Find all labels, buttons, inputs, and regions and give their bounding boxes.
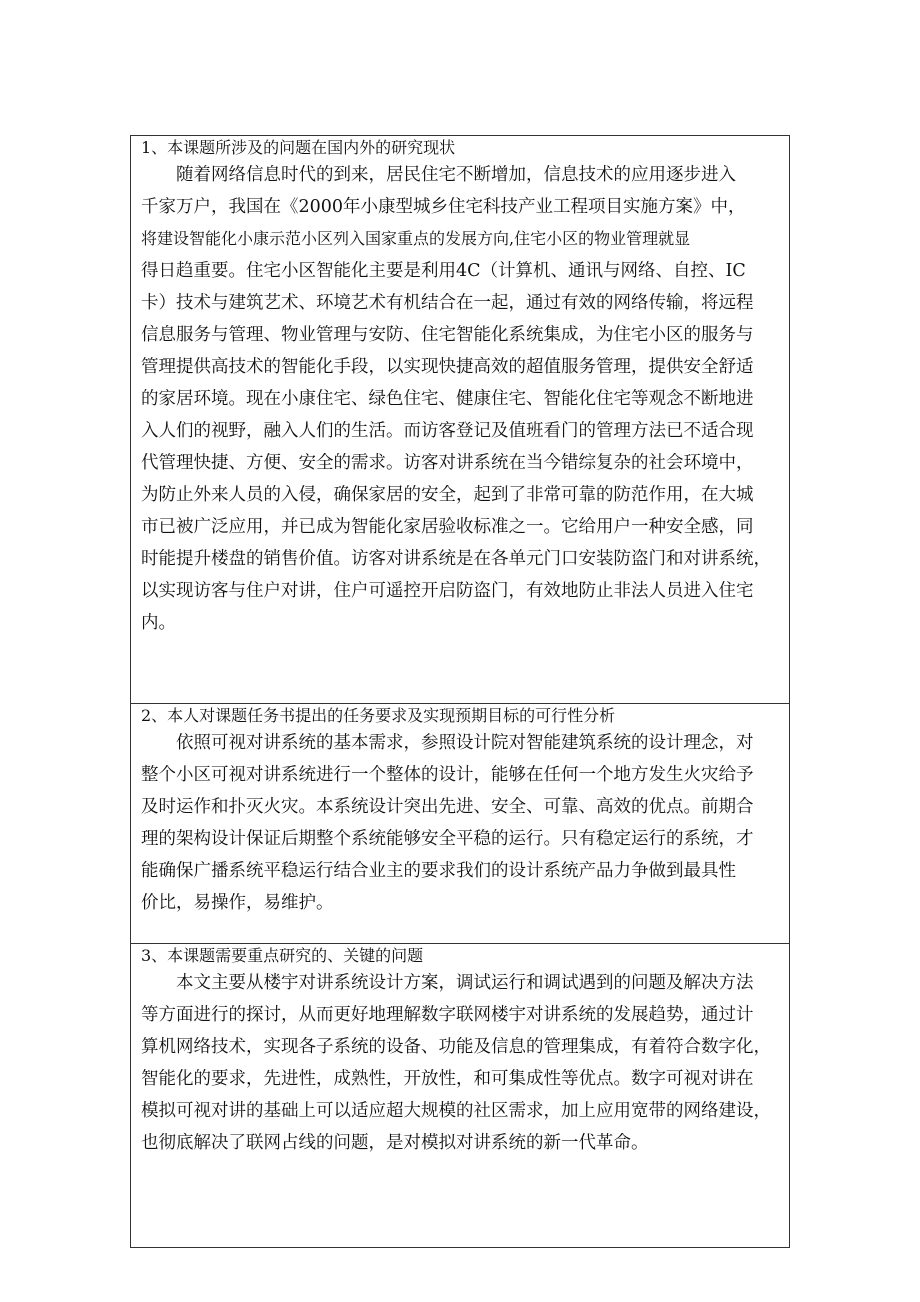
- section-heading: 1、本课题所涉及的问题在国内外的研究现状: [141, 138, 456, 157]
- paragraph-line: 也彻底解决了联网占线的问题，是对模拟对讲系统的新一代革命。: [141, 1133, 649, 1153]
- paragraph-line: 理的架构设计保证后期整个系统能够安全平稳的运行。只有稳定运行的系统，才: [141, 829, 754, 849]
- paragraph-line: 信息服务与管理、物业管理与安防、住宅智能化系统集成，为住宅小区的服务与: [141, 325, 754, 345]
- paragraph-line: 价比，易操作，易维护。: [141, 893, 334, 913]
- section-research-status: [131, 136, 789, 704]
- paragraph-line: 等方面进行的探讨，从而更好地理解数字联网楼宇对讲系统的发展趋势，通过计: [141, 1005, 754, 1025]
- paragraph-line: 入人们的视野，融入人们的生活。而访客登记及值班看门的管理方法已不适合现: [141, 421, 754, 441]
- paragraph-line: 将建设智能化小康示范小区列入国家重点的发展方向,住宅小区的物业管理就显: [141, 229, 691, 248]
- paragraph-line: 整个小区可视对讲系统进行一个整体的设计，能够在任何一个地方发生火灾给予: [141, 765, 754, 785]
- paragraph-line: 为防止外来人员的入侵，确保家居的安全，起到了非常可靠的防范作用，在大城: [141, 485, 754, 505]
- paragraph-line: 以实现访客与住户对讲，住户可遥控开启防盗门，有效地防止非法人员进入住宅: [141, 581, 754, 601]
- paragraph-line: 得日趋重要。住宅小区智能化主要是利用4C（计算机、通讯与网络、自控、IC: [141, 261, 746, 281]
- paragraph-line: 时能提升楼盘的销售价值。访客对讲系统是在各单元门口安装防盗门和对讲系统，: [141, 549, 771, 569]
- paragraph-line: 本文主要从楼宇对讲系统设计方案，调试运行和调试遇到的问题及解决方法: [176, 973, 754, 993]
- paragraph-line: 内。: [141, 613, 176, 633]
- paragraph-line: 依照可视对讲系统的基本需求，参照设计院对智能建筑系统的设计理念，对: [176, 733, 754, 753]
- paragraph-line: 及时运作和扑灭火灾。本系统设计突出先进、安全、可靠、高效的优点。前期合: [141, 797, 754, 817]
- section-heading: 3、本课题需要重点研究的、关键的问题: [141, 946, 424, 965]
- section-key-problems: [131, 944, 789, 1247]
- paragraph-line: 代管理快捷、方便、安全的需求。访客对讲系统在当今错综复杂的社会环境中，: [141, 453, 754, 473]
- paragraph-line: 千家万户，我国在《2000年小康型城乡住宅科技产业工程项目实施方案》中，: [141, 197, 746, 217]
- paragraph-line: 的家居环境。现在小康住宅、绿色住宅、健康住宅、智能化住宅等观念不断地进: [141, 389, 754, 409]
- paragraph-line: 能确保广播系统平稳运行结合业主的要求我们的设计系统产品力争做到最具性: [141, 861, 736, 881]
- paragraph-line: 市已被广泛应用，并已成为智能化家居验收标准之一。它给用户一种安全感，同: [141, 517, 754, 537]
- section-feasibility-analysis: [131, 704, 789, 944]
- paragraph-line: 管理提供高技术的智能化手段，以实现快捷高效的超值服务管理，提供安全舒适: [141, 357, 754, 377]
- section-heading: 2、本人对课题任务书提出的任务要求及实现预期目标的可行性分析: [141, 706, 616, 725]
- paragraph-line: 模拟可视对讲的基础上可以适应超大规模的社区需求，加上应用宽带的网络建设，: [141, 1101, 771, 1121]
- proposal-table: [130, 135, 790, 1248]
- paragraph-line: 智能化的要求，先进性，成熟性，开放性，和可集成性等优点。数字可视对讲在: [141, 1069, 754, 1089]
- paragraph-line: 卡）技术与建筑艺术、环境艺术有机结合在一起，通过有效的网络传输，将远程: [141, 293, 754, 313]
- paragraph-line: 随着网络信息时代的到来，居民住宅不断增加，信息技术的应用逐步进入: [176, 165, 736, 185]
- paragraph-line: 算机网络技术，实现各子系统的设备、功能及信息的管理集成，有着符合数字化，: [141, 1037, 771, 1057]
